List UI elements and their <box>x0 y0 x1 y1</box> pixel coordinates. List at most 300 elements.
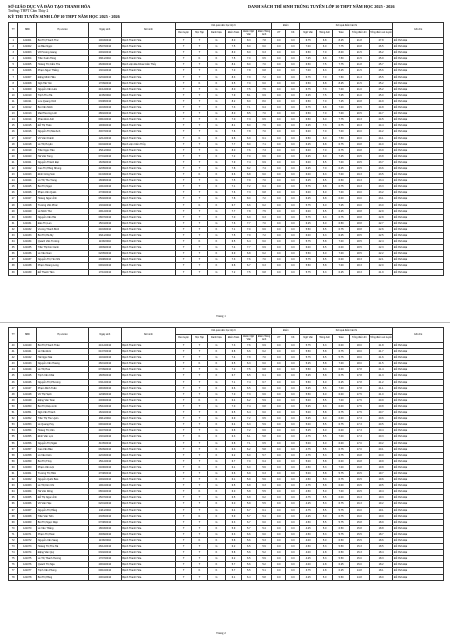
table-cell: Bệnh Thanh Hóa <box>121 153 175 159</box>
table-cell: 6.00 <box>300 129 316 135</box>
table-cell: 7.2 <box>256 233 271 239</box>
table-cell: 6.00 <box>333 440 349 446</box>
table-cell: 18.8 <box>349 214 369 220</box>
table-cell: T <box>192 446 207 452</box>
table-cell: 6.5 <box>226 410 241 416</box>
table-cell: 0.0 <box>272 159 286 165</box>
table-cell: K <box>207 385 226 391</box>
table-cell: G <box>207 367 226 373</box>
table-cell: 6.50 <box>300 135 316 141</box>
table-cell: 0.0 <box>272 544 286 550</box>
col-group-points: Điểm <box>272 328 300 335</box>
table-cell: 7.2 <box>241 184 256 190</box>
table-cell: 8.4 <box>226 62 241 68</box>
table-cell: 19.3 <box>369 495 393 501</box>
table-cell: 4.25 <box>300 501 316 507</box>
table-cell: 0.0 <box>286 86 300 92</box>
table-cell: 5.25 <box>300 361 316 367</box>
table-cell: 121049 <box>18 397 37 403</box>
table-cell: K <box>207 525 226 531</box>
table-cell: T <box>175 117 191 123</box>
table-cell: 5.75 <box>333 355 349 361</box>
table-cell: 21.5 <box>349 56 369 62</box>
table-cell: K <box>207 184 226 190</box>
table-cell: 5.75 <box>333 507 349 513</box>
table-cell: 5.9 <box>256 544 271 550</box>
table-cell: K <box>192 56 207 62</box>
table-cell: 5.5 <box>241 568 256 574</box>
table-cell: T <box>175 397 191 403</box>
table-cell: 121078 <box>18 574 37 580</box>
table-cell: T <box>192 385 207 391</box>
table-cell: 6 <box>9 68 18 74</box>
table-cell: 0.0 <box>272 501 286 507</box>
table-cell: G <box>207 74 226 80</box>
table-cell: 7.25 <box>333 202 349 208</box>
table-cell: Đỗ NV1-Đại <box>393 245 444 251</box>
table-cell: Đỗ NV1-Đại <box>393 208 444 214</box>
table-cell: 0.0 <box>286 501 300 507</box>
table-cell: 0.0 <box>286 202 300 208</box>
table-cell: 6.2 <box>241 397 256 403</box>
table-cell: Đỗ NV1-Đại <box>393 373 444 379</box>
table-cell: 5.7 <box>241 513 256 519</box>
table-cell: 7.4 <box>241 159 256 165</box>
table-cell: 5.25 <box>300 385 316 391</box>
table-cell: G <box>207 44 226 50</box>
table-cell: Nguyễn Văn Lâm <box>37 86 89 92</box>
table-cell: 0.0 <box>286 428 300 434</box>
table-cell: 7.0 <box>256 257 271 263</box>
table-cell: 15.0 <box>349 556 369 562</box>
table-cell: T <box>192 38 207 44</box>
table-cell: K <box>207 172 226 178</box>
table-cell: 29 <box>9 208 18 214</box>
table-cell: 0.0 <box>286 141 300 147</box>
table-cell: 24.7 <box>369 111 393 117</box>
table-cell: Bệnh Thanh Hóa <box>121 111 175 117</box>
table-cell: Bệnh Thanh Hóa <box>121 135 175 141</box>
table-cell: T <box>175 141 191 147</box>
table-cell: T <box>175 544 191 550</box>
table-cell: Đỗ NV1-Đại <box>393 525 444 531</box>
table-cell: 18 <box>9 141 18 147</box>
table-cell: T <box>175 245 191 251</box>
table-cell: 0.0 <box>272 550 286 556</box>
table-cell: 24.0 <box>369 141 393 147</box>
table-cell: 0.0 <box>286 349 300 355</box>
table-cell: Bệnh Thanh Hóa <box>121 477 175 483</box>
table-cell: T <box>175 111 191 117</box>
table-cell: 7.1 <box>241 440 256 446</box>
table-cell: 6.0 <box>316 135 332 141</box>
table-cell: 6.8 <box>241 172 256 178</box>
table-cell: 6.75 <box>333 422 349 428</box>
table-cell: Đỗ NV1-Đại <box>393 349 444 355</box>
table-cell: 18.9 <box>369 519 393 525</box>
table-cell: Bệnh Thanh Hóa <box>121 464 175 470</box>
table-cell: 7.00 <box>333 86 349 92</box>
table-cell: 6.00 <box>333 483 349 489</box>
table-cell: Bệnh Thanh Hóa <box>121 343 175 349</box>
table-cell: 19.8 <box>369 464 393 470</box>
table-cell: 7.0 <box>316 147 332 153</box>
table-cell: 6.9 <box>241 470 256 476</box>
table-cell: 7.6 <box>241 257 256 263</box>
table-cell: 0.0 <box>272 562 286 568</box>
table-cell: 6.3 <box>316 233 332 239</box>
table-cell: 7.0 <box>256 355 271 361</box>
table-cell: 6.8 <box>316 196 332 202</box>
table-cell: 0.0 <box>286 391 300 397</box>
table-cell: K <box>207 105 226 111</box>
table-cell: 0.0 <box>286 544 300 550</box>
table-cell: 7.00 <box>333 239 349 245</box>
table-cell: 0.0 <box>272 245 286 251</box>
table-cell: Nguyễn Văn Sang <box>37 538 89 544</box>
table-cell: T <box>175 165 191 171</box>
table-cell: K <box>192 489 207 495</box>
table-cell: 7.00 <box>333 263 349 269</box>
table-cell: 0.0 <box>272 361 286 367</box>
table-cell: 121016 <box>18 129 37 135</box>
table-cell: 6.5 <box>316 226 332 232</box>
table-cell: K <box>207 410 226 416</box>
table-cell: 14 <box>9 117 18 123</box>
table-cell: 64 <box>9 489 18 495</box>
table-cell: 5.8 <box>256 574 271 580</box>
table-cell: T <box>175 434 191 440</box>
table-cell: Đỗ NV1-Đại <box>393 446 444 452</box>
table-cell: 0.0 <box>272 172 286 178</box>
table-cell: 0.0 <box>286 129 300 135</box>
table-cell: Bệnh Thanh Hóa <box>121 56 175 62</box>
table-cell: 0.0 <box>272 135 286 141</box>
table-cell: 0.0 <box>286 105 300 111</box>
table-cell: T <box>175 458 191 464</box>
table-cell: G <box>207 379 226 385</box>
table-cell: Đỗ NV1-Đại <box>393 422 444 428</box>
col-group-points: Điểm <box>272 23 300 30</box>
table-cell: K <box>207 501 226 507</box>
table-cell: K <box>192 172 207 178</box>
table-cell: Đỗ NV1-Đại <box>393 495 444 501</box>
table-cell: 19.8 <box>349 147 369 153</box>
table-cell: 6.75 <box>333 123 349 129</box>
table-cell: Mai Phương Linh <box>37 111 89 117</box>
table-cell: 2 <box>9 44 18 50</box>
table-cell: 121075 <box>18 556 37 562</box>
table-cell: 20.6 <box>369 416 393 422</box>
table-cell: 6.8 <box>256 269 271 275</box>
table-cell: 6.8 <box>226 135 241 141</box>
table-cell: 4.00 <box>300 538 316 544</box>
table-cell: 18.4 <box>369 550 393 556</box>
table-cell: Trần Xuân Hùng <box>37 56 89 62</box>
table-cell: G <box>207 178 226 184</box>
table-cell: 0.0 <box>272 269 286 275</box>
table-cell: 3.75 <box>300 568 316 574</box>
table-cell: 20.5 <box>369 422 393 428</box>
table-cell: G <box>207 86 226 92</box>
table-cell: 6.75 <box>300 74 316 80</box>
table-cell: G <box>207 391 226 397</box>
table-cell: 121045 <box>18 373 37 379</box>
table-cell: 121042 <box>18 355 37 361</box>
table-cell: 67 <box>9 507 18 513</box>
table-cell: 25.9 <box>369 56 393 62</box>
table-cell: 7.6 <box>226 190 241 196</box>
table-cell: 20/01/2010 <box>88 574 121 580</box>
table-cell: T <box>192 62 207 68</box>
table-cell: G <box>207 50 226 56</box>
table-cell: Bệnh Thanh Hóa <box>121 68 175 74</box>
table-cell: 0.0 <box>286 117 300 123</box>
table-cell: 20.8 <box>369 403 393 409</box>
table-cell: T <box>192 190 207 196</box>
table-cell: 5.6 <box>256 464 271 470</box>
table-cell: 01/03/2010 <box>88 172 121 178</box>
table-cell: 30/09/2010 <box>88 531 121 537</box>
table-cell: 20.7 <box>369 410 393 416</box>
table-cell: Đỗ NV1-Đại <box>393 123 444 129</box>
table-cell: T <box>192 117 207 123</box>
table-cell: 15/01/2010 <box>88 220 121 226</box>
table-cell: 0.0 <box>286 263 300 269</box>
table-cell: T <box>175 403 191 409</box>
table-cell: 7.00 <box>333 361 349 367</box>
table-cell: 31/05/2010 <box>88 440 121 446</box>
table-cell: T <box>175 501 191 507</box>
table-cell: 7.6 <box>241 343 256 349</box>
table-cell: 0.0 <box>286 513 300 519</box>
table-cell: 26.5 <box>369 44 393 50</box>
table-cell: 7.7 <box>226 208 241 214</box>
table-cell: 22 <box>9 165 18 171</box>
table-cell: 7.00 <box>333 105 349 111</box>
table-cell: G <box>207 123 226 129</box>
table-cell: Đỗ NV1-Đại <box>393 464 444 470</box>
table-cell: Bệnh Thanh Hóa <box>121 489 175 495</box>
table-cell: K <box>207 80 226 86</box>
table-cell: 61 <box>9 470 18 476</box>
table-cell: 0.0 <box>286 379 300 385</box>
table-cell: G <box>207 196 226 202</box>
table-cell: 0.0 <box>286 531 300 537</box>
table-cell: 54 <box>9 428 18 434</box>
table-cell: 6.00 <box>300 208 316 214</box>
table-cell: 6.3 <box>316 343 332 349</box>
table-cell: Phạm Văn Quân <box>37 190 89 196</box>
table-cell: 0.0 <box>272 446 286 452</box>
table-cell: T <box>192 452 207 458</box>
table-cell: 8.00 <box>333 50 349 56</box>
table-cell: 5.8 <box>316 373 332 379</box>
table-cell: 18.0 <box>369 574 393 580</box>
table-cell: 6.00 <box>333 367 349 373</box>
table-cell: 6.75 <box>333 214 349 220</box>
table-cell: 23.5 <box>369 172 393 178</box>
table-cell: 09/04/2010 <box>88 422 121 428</box>
table-cell: 70 <box>9 525 18 531</box>
table-cell: 18.6 <box>369 538 393 544</box>
table-cell: 01/07/2010 <box>88 349 121 355</box>
table-cell: 6.0 <box>226 489 241 495</box>
table-cell: G <box>207 458 226 464</box>
table-cell: 7.50 <box>333 135 349 141</box>
table-cell: 5.8 <box>316 349 332 355</box>
table-cell: 16.3 <box>349 495 369 501</box>
table-cell: 0.0 <box>286 80 300 86</box>
table-cell: 0.0 <box>272 379 286 385</box>
table-cell: 14/04/2010 <box>88 355 121 361</box>
table-cell: 23.4 <box>369 178 393 184</box>
table-cell: 7.5 <box>256 86 271 92</box>
table-cell: 18.3 <box>349 257 369 263</box>
table-cell: 25.0 <box>369 92 393 98</box>
table-cell: 29/12/2010 <box>88 208 121 214</box>
table-cell: 8.0 <box>241 50 256 56</box>
table-cell: 11 <box>9 98 18 104</box>
table-cell: 5.5 <box>316 434 332 440</box>
table-cell: 6.50 <box>333 525 349 531</box>
table-cell: 47 <box>9 385 18 391</box>
table-cell: 21.8 <box>349 38 369 44</box>
table-cell: T <box>175 44 191 50</box>
table-cell: 0.0 <box>286 62 300 68</box>
col-header-danh-hieu: Danh hiệu <box>207 30 226 38</box>
table-cell: 4.75 <box>300 483 316 489</box>
table-cell: 17.5 <box>349 410 369 416</box>
table-cell: 0.0 <box>286 464 300 470</box>
table-cell: 7.5 <box>226 56 241 62</box>
table-cell: Bệnh Thanh Hóa <box>121 92 175 98</box>
table-cell: 5.8 <box>226 538 241 544</box>
table-cell: 6.1 <box>226 574 241 580</box>
col-header-ngu-van2: Ngữ Văn <box>300 335 316 343</box>
table-cell: 6.2 <box>256 349 271 355</box>
table-cell: 6.1 <box>241 434 256 440</box>
table-cell: T <box>175 416 191 422</box>
table-cell: 20.0 <box>349 129 369 135</box>
table-cell: 0.0 <box>286 214 300 220</box>
table-cell: Đỗ NV1-Đại <box>393 68 444 74</box>
table-cell: 6.4 <box>226 507 241 513</box>
table-cell: 0.0 <box>272 202 286 208</box>
table-cell: 0.0 <box>272 50 286 56</box>
table-cell: 23/05/2010 <box>88 513 121 519</box>
table-cell: 0.0 <box>272 80 286 86</box>
table-cell: 0.0 <box>272 74 286 80</box>
table-cell: 0.0 <box>272 489 286 495</box>
table-cell: Bệnh Thanh Hóa <box>121 190 175 196</box>
table-cell: Đỗ NV1-Đại <box>393 550 444 556</box>
table-cell: 5.6 <box>241 562 256 568</box>
table-cell: Bệnh Thanh Hóa <box>121 403 175 409</box>
table-cell: 6.50 <box>333 550 349 556</box>
table-cell: 121073 <box>18 544 37 550</box>
table-cell: 18/03/2010 <box>88 525 121 531</box>
table-cell: 6.5 <box>316 208 332 214</box>
table-cell: Bệnh Thanh Hóa <box>121 367 175 373</box>
table-cell: 121062 <box>18 477 37 483</box>
table-cell: 6.5 <box>316 159 332 165</box>
table-cell: 5.4 <box>256 513 271 519</box>
table-cell: 7.0 <box>256 111 271 117</box>
table-cell: K <box>207 422 226 428</box>
table-cell: 8.0 <box>241 62 256 68</box>
table-cell: 11/06/2010 <box>88 239 121 245</box>
table-cell: G <box>207 190 226 196</box>
table-cell: T <box>192 562 207 568</box>
table-cell: 7.8 <box>256 38 271 44</box>
table-cell: Đỗ NV1-Đại <box>393 111 444 117</box>
table-cell: 19.3 <box>349 178 369 184</box>
table-cell: 4.50 <box>300 489 316 495</box>
table-cell: 5.8 <box>316 361 332 367</box>
table-cell: K <box>192 135 207 141</box>
table-cell: 5.8 <box>226 550 241 556</box>
table-cell: Bệnh Thanh Hóa <box>121 501 175 507</box>
table-cell: 22.6 <box>369 226 393 232</box>
table-cell: 6.0 <box>316 220 332 226</box>
table-cell: 0.0 <box>286 147 300 153</box>
table-cell: 24.2 <box>369 129 393 135</box>
table-cell: 6.00 <box>333 391 349 397</box>
table-cell: 5.9 <box>226 513 241 519</box>
table-cell: 21.6 <box>369 355 393 361</box>
table-cell: Lê Bảo Ngọc <box>37 44 89 50</box>
table-cell: 6.5 <box>241 373 256 379</box>
table-cell: 0.0 <box>286 483 300 489</box>
table-cell: 5.50 <box>300 391 316 397</box>
table-cell: 6.6 <box>241 349 256 355</box>
table-cell: Lê Văn Đức <box>37 349 89 355</box>
table-cell: 24.5 <box>369 117 393 123</box>
table-cell: 0.0 <box>286 568 300 574</box>
table-cell: K <box>192 239 207 245</box>
table-cell: 6.3 <box>226 434 241 440</box>
table-cell: 55 <box>9 434 18 440</box>
table-cell: Đặng Minh Hiếu <box>37 74 89 80</box>
school-name: Trường: THPT Cẩm Thủy 2 <box>8 9 49 13</box>
table-cell: 5.00 <box>300 410 316 416</box>
table-cell: T <box>192 501 207 507</box>
table-cell: 5.7 <box>226 568 241 574</box>
table-cell: 0.0 <box>272 385 286 391</box>
table-cell: 0.0 <box>286 525 300 531</box>
table-cell: T <box>175 355 191 361</box>
table-cell: 5.8 <box>316 410 332 416</box>
table-cell: 58 <box>9 452 18 458</box>
table-cell: T <box>192 269 207 275</box>
table-cell: 5.5 <box>256 501 271 507</box>
table-cell: T <box>175 98 191 104</box>
table-cell: 23.1 <box>369 196 393 202</box>
table-cell: 121067 <box>18 507 37 513</box>
table-cell: 07/08/2010 <box>88 519 121 525</box>
table-cell: T <box>175 477 191 483</box>
table-cell: 22.5 <box>369 233 393 239</box>
table-cell: 15.3 <box>349 550 369 556</box>
table-cell: T <box>192 92 207 98</box>
table-cell: T <box>175 464 191 470</box>
table-cell: 5.5 <box>256 489 271 495</box>
table-cell: 7.9 <box>241 233 256 239</box>
table-cell: 0.0 <box>286 245 300 251</box>
table-cell: 17.3 <box>349 422 369 428</box>
table-cell: G <box>207 220 226 226</box>
